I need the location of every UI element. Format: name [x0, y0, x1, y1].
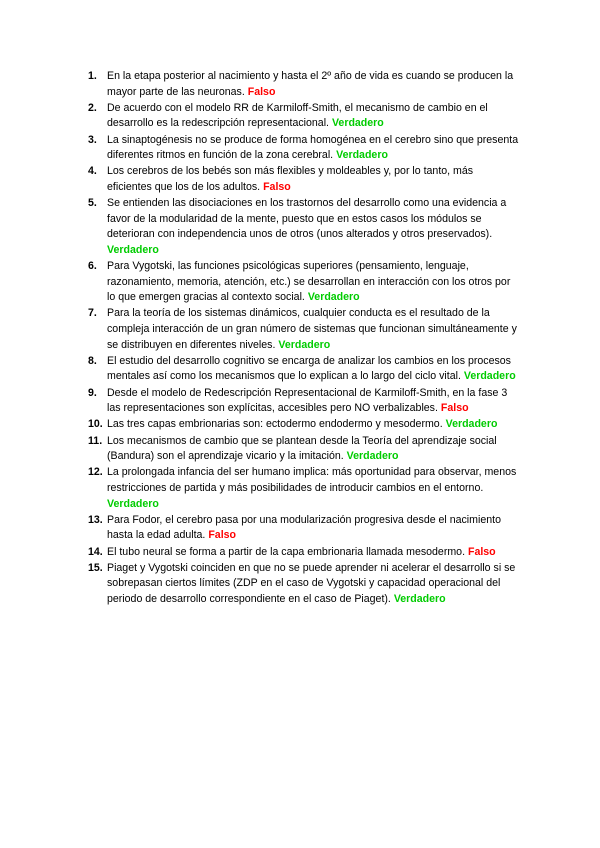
- question-text: Las tres capas embrionarias son: ectodermo endodermo y mesodermo.: [107, 418, 443, 431]
- answer-verdadero: Verdadero: [346, 450, 399, 463]
- answer-verdadero: Verdadero: [331, 117, 384, 130]
- answer-falso: Falso: [440, 402, 469, 415]
- question-item: [88, 354, 520, 385]
- question-number: 2.: [88, 101, 97, 114]
- question-text: El estudio del desarrollo cognitivo se encarga de analizar los cambios en los procesos mentales así como los mecanismos que lo explican a lo largo del ciclo vital.: [107, 354, 511, 383]
- question-item: [88, 417, 520, 433]
- answer-falso: Falso: [247, 85, 276, 98]
- question-text: En la etapa posterior al nacimiento y hasta el 2º año de vida es cuando se producen la mayor parte de las neuronas.: [107, 70, 514, 98]
- question-text: El tubo neural se forma a partir de la capa embrionaria llamada mesodermo.: [107, 545, 466, 558]
- question-text: Los cerebros de los bebés son más flexibles y moldeables y, por lo tanto, más eficientes que los de los adultos.: [107, 165, 474, 193]
- answer-verdadero: Verdadero: [107, 243, 159, 256]
- question-text: Piaget y Vygotski coinciden en que no se puede aprender ni acelerar el desarrollo si se sobrepasan ciertos límites (ZDP en el caso de Vygotski y capacidad operacional del periodo de desarrollo correspondiente en el caso de Piaget).: [107, 561, 516, 605]
- question-number: 4.: [88, 165, 97, 178]
- question-item: [88, 69, 520, 100]
- question-text: Para Fodor, el cerebro pasa por una modularización progresiva desde el nacimiento hasta la edad adulta.: [107, 513, 501, 542]
- question-text: Para Vygotski, las funciones psicológicas superiores (pensamiento, lenguaje, razonamiento, memoria, atención, etc.) se desarrollan en interacción con los otros por lo que emergen gracias al contexto social.: [107, 260, 511, 304]
- question-text: Para la teoría de los sistemas dinámicos, cualquier conducta es el resultado de la compleja interacción de un gran número de sistemas que funcionan simultáneamente y se distribuyen en diferentes niveles.: [107, 307, 517, 351]
- answer-verdadero: Verdadero: [307, 291, 360, 304]
- question-number: 6.: [88, 260, 97, 273]
- question-number: 3.: [88, 133, 97, 146]
- question-number: 10.: [88, 418, 103, 431]
- question-item: [88, 561, 520, 608]
- question-number: 8.: [88, 354, 97, 367]
- answer-verdadero: Verdadero: [278, 338, 331, 351]
- question-item: [88, 545, 520, 561]
- question-text: Se entienden las disociaciones en los trastornos del desarrollo como una evidencia a favor de la modularidad de la mente, puesto que en estos casos los módulos se deterioran con independencia unos de otros (unos alterados y otros preservados).: [107, 197, 507, 241]
- question-item: [88, 133, 520, 164]
- question-item: [88, 306, 520, 353]
- question-number: 5.: [88, 197, 97, 210]
- question-item: [88, 196, 520, 258]
- question-text: Los mecanismos de cambio que se plantean desde la Teoría del aprendizaje social (Bandura) son el aprendizaje vicario y la imitación.: [107, 434, 497, 463]
- question-item: [88, 259, 520, 306]
- question-text: La sinaptogénesis no se produce de forma homogénea en el cerebro sino que presenta diferentes ritmos en función de la zona cerebral.: [107, 133, 519, 162]
- question-number: 7.: [88, 307, 97, 320]
- question-item: [88, 101, 520, 132]
- question-number: 1.: [88, 70, 97, 82]
- answer-verdadero: Verdadero: [336, 149, 388, 162]
- question-number: 11.: [88, 434, 103, 447]
- answer-falso: Falso: [208, 529, 236, 542]
- question-item: [88, 386, 520, 417]
- question-list: [88, 69, 520, 608]
- answer-verdadero: Verdadero: [445, 418, 498, 431]
- answer-verdadero: Verdadero: [393, 592, 446, 605]
- answer-falso: Falso: [467, 545, 496, 558]
- answer-verdadero: Verdadero: [463, 370, 516, 383]
- question-text: Desde el modelo de Redescripción Representacional de Karmiloff-Smith, en la fase 3 las representaciones son explícitas, accesibles pero NO verbalizables.: [107, 386, 508, 415]
- answer-verdadero: Verdadero: [107, 497, 159, 510]
- question-number: 15.: [88, 561, 103, 574]
- question-number: 9.: [88, 386, 97, 399]
- question-number: 12.: [88, 466, 103, 479]
- question-text: De acuerdo con el modelo RR de Karmiloff-Smith, el mecanismo de cambio en el desarrollo es la redescripción representacional.: [107, 101, 488, 130]
- question-item: [88, 434, 520, 465]
- question-item: [88, 465, 520, 512]
- question-item: [88, 513, 520, 544]
- answer-falso: Falso: [263, 180, 291, 193]
- question-number: 13.: [88, 513, 103, 526]
- question-number: 14.: [88, 545, 103, 558]
- question-text: La prolongada infancia del ser humano implica: más oportunidad para observar, menos restricciones de partida y más posibilidades de introducir cambios en el entorno.: [107, 466, 517, 494]
- question-item: [88, 164, 520, 195]
